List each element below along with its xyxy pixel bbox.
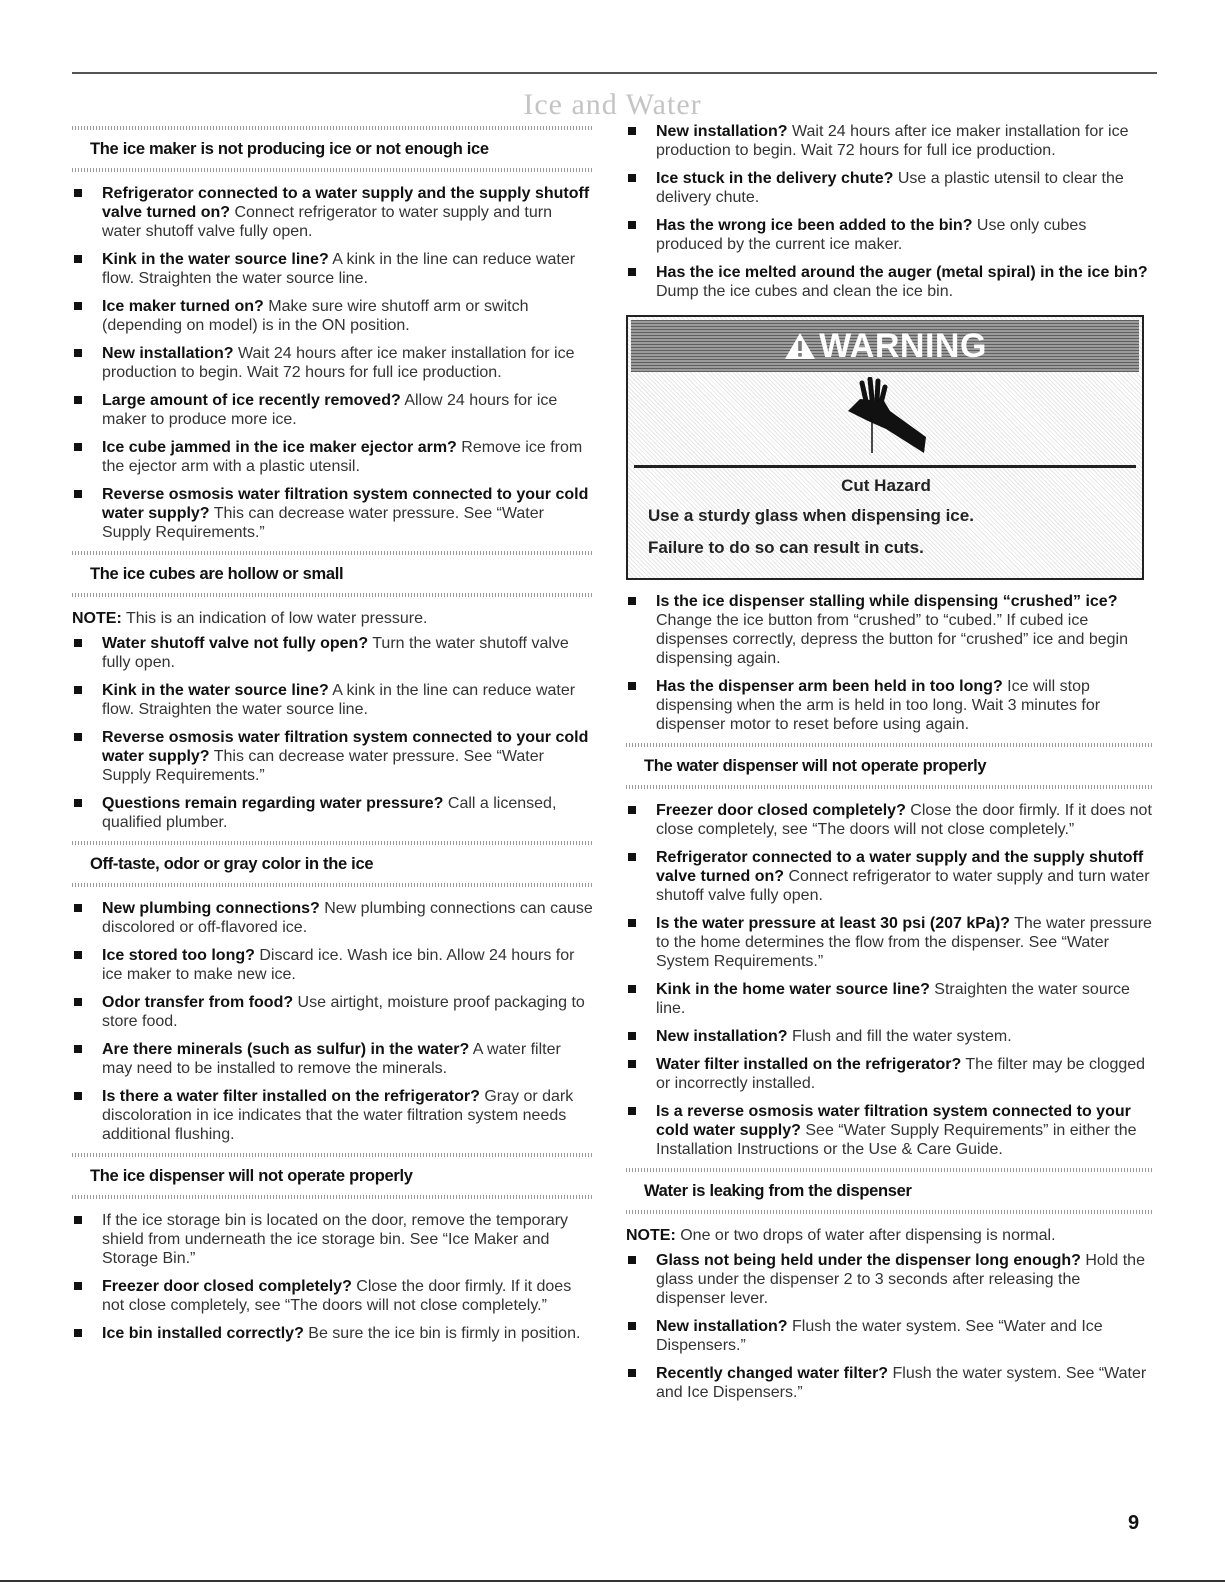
item-question: Freezer door closed completely? xyxy=(102,1278,352,1295)
list-item xyxy=(72,1277,594,1315)
list-item xyxy=(72,946,594,984)
item-question: Ice stuck in the delivery chute? xyxy=(656,170,894,187)
item-answer: Straighten the water source line. xyxy=(656,981,1130,1017)
item-answer: Dump the ice cubes and clean the ice bin. xyxy=(656,283,954,300)
item-question: Odor transfer from food? xyxy=(102,994,294,1011)
item-answer: A water filter may need to be installed to remove the minerals. xyxy=(102,1041,561,1077)
item-answer: Gray or dark discoloration in ice indicates that the water filtration system needs additional flushing. xyxy=(102,1088,574,1143)
item-answer: This can decrease water pressure. See “Water Supply Requirements.” xyxy=(102,505,544,541)
bullet-icon xyxy=(74,951,82,959)
section-heading-text: The ice maker is not producing ice or not enough ice xyxy=(90,140,489,158)
warning-box xyxy=(626,315,1144,580)
right-column xyxy=(626,122,1154,1411)
bullet-icon xyxy=(74,733,82,741)
section-heading-text: Off-taste, odor or gray color in the ice xyxy=(90,855,374,873)
item-answer: The water pressure to the home determines the flow from the dispenser. See “Water System Requirements.” xyxy=(656,915,1152,970)
list-item xyxy=(72,634,594,672)
section-heading xyxy=(72,126,594,172)
list-item xyxy=(626,914,1154,971)
bullet-icon xyxy=(74,998,82,1006)
list-item xyxy=(626,263,1154,301)
section-heading-text: The ice dispenser will not operate properly xyxy=(90,1167,413,1185)
item-answer: Turn the water shutoff valve fully open. xyxy=(102,635,569,671)
bullet-icon xyxy=(74,686,82,694)
item-answer: Close the door firmly. If it does not close completely, see “The doors will not close completely.” xyxy=(656,802,1152,838)
item-answer: Use only cubes produced by the current ice maker. xyxy=(656,217,1087,253)
list-item xyxy=(626,216,1154,254)
item-answer: Make sure wire shutoff arm or switch (depending on model) is in the ON position. xyxy=(102,298,529,334)
troubleshooting-list xyxy=(626,801,1154,1159)
item-question: Are there minerals (such as sulfur) in the water? xyxy=(102,1041,470,1058)
item-question: Ice cube jammed in the ice maker ejector arm? xyxy=(102,439,457,456)
note xyxy=(72,609,594,628)
bullet-icon xyxy=(628,268,636,276)
bullet-icon xyxy=(628,919,636,927)
bullet-icon xyxy=(628,985,636,993)
item-answer: Change the ice button from “crushed” to “cubed.” If cubed ice dispenses correctly, depress the button for “crushed” ice and begin dispensing again. xyxy=(656,612,1128,667)
list-item xyxy=(72,297,594,335)
list-item xyxy=(626,677,1154,734)
item-answer: New plumbing connections can cause discolored or off-flavored ice. xyxy=(102,900,593,936)
bullet-icon xyxy=(628,597,636,605)
note-text: This is an indication of low water pressure. xyxy=(121,610,428,627)
item-answer: Ice will stop dispensing when the arm is held in too long. Wait 3 minutes for dispenser motor to reset before using again. xyxy=(656,678,1101,733)
bullet-icon xyxy=(628,1369,636,1377)
section-heading-text: The ice cubes are hollow or small xyxy=(90,565,344,583)
bullet-icon xyxy=(628,1107,636,1115)
bullet-icon xyxy=(74,349,82,357)
troubleshooting-list xyxy=(626,592,1154,734)
list-item xyxy=(72,1324,594,1343)
item-question: Recently changed water filter? xyxy=(656,1365,889,1382)
item-question: Is the ice dispenser stalling while dispensing “crushed” ice? xyxy=(656,593,1118,610)
bullet-icon xyxy=(628,1032,636,1040)
bullet-icon xyxy=(628,127,636,135)
item-answer: Wait 24 hours after ice maker installation for ice production to begin. Wait 72 hours for full ice production. xyxy=(656,123,1129,159)
note-text: One or two drops of water after dispensing is normal. xyxy=(675,1227,1056,1244)
item-answer: This can decrease water pressure. See “Water Supply Requirements.” xyxy=(102,748,544,784)
list-item xyxy=(72,391,594,429)
item-question: New plumbing connections? xyxy=(102,900,320,917)
item-answer: Connect refrigerator to water supply and turn water shutoff valve fully open. xyxy=(102,204,552,240)
bullet-icon xyxy=(74,1216,82,1224)
bullet-icon xyxy=(628,1322,636,1330)
hazard-instruction: Use a sturdy glass when dispensing ice. xyxy=(648,506,974,525)
troubleshooting-list xyxy=(626,1251,1154,1402)
list-item xyxy=(626,801,1154,839)
list-item xyxy=(72,899,594,937)
troubleshooting-list xyxy=(626,122,1154,301)
note-label: NOTE: xyxy=(626,1227,676,1244)
list-item xyxy=(72,485,594,542)
section-heading-text: The water dispenser will not operate properly xyxy=(644,757,987,775)
item-answer: Connect refrigerator to water supply and turn water shutoff valve fully open. xyxy=(656,868,1150,904)
item-question: Has the ice melted around the auger (metal spiral) in the ice bin? xyxy=(656,264,1148,281)
list-item xyxy=(72,728,594,785)
item-answer: The filter may be clogged or incorrectly installed. xyxy=(656,1056,1146,1092)
item-answer: Close the door firmly. If it does not close completely, see “The doors will not close completely.” xyxy=(102,1278,572,1314)
item-answer: Remove ice from the ejector arm with a plastic utensil. xyxy=(102,439,583,475)
section-heading xyxy=(72,551,594,597)
list-item xyxy=(626,122,1154,160)
section-heading xyxy=(626,743,1154,789)
warning-banner xyxy=(631,320,1139,372)
item-question: Freezer door closed completely? xyxy=(656,802,906,819)
bullet-icon xyxy=(74,443,82,451)
list-item xyxy=(72,993,594,1031)
bullet-icon xyxy=(74,639,82,647)
list-item xyxy=(626,1251,1154,1308)
item-answer: Allow 24 hours for ice maker to produce more ice. xyxy=(102,392,558,428)
item-question: Refrigerator connected to a water supply and the supply shutoff valve turned on? xyxy=(102,185,590,221)
item-question: New installation? xyxy=(656,1028,788,1045)
item-question: Kink in the home water source line? xyxy=(656,981,930,998)
item-answer: See “Water Supply Requirements” in either the Installation Instructions or the Use & Care Guide. xyxy=(656,1122,1137,1158)
note-label: NOTE: xyxy=(72,610,122,627)
list-item xyxy=(72,184,594,241)
warning-triangle-icon xyxy=(783,331,817,361)
note xyxy=(626,1226,1154,1245)
item-question: Large amount of ice recently removed? xyxy=(102,392,401,409)
item-question: Is the water pressure at least 30 psi (207 kPa)? xyxy=(656,915,1010,932)
item-answer: Discard ice. Wash ice bin. Allow 24 hours for ice maker to make new ice. xyxy=(102,947,575,983)
item-question: Water shutoff valve not fully open? xyxy=(102,635,369,652)
hazard-consequence: Failure to do so can result in cuts. xyxy=(648,538,924,557)
item-answer: Flush and fill the water system. xyxy=(787,1028,1012,1045)
item-answer: Wait 24 hours after ice maker installation for ice production to begin. Wait 72 hours for full ice production. xyxy=(102,345,575,381)
item-question: Refrigerator connected to a water supply and the supply shutoff valve turned on? xyxy=(656,849,1144,885)
page-title: Ice and Water xyxy=(523,88,702,121)
item-question: Reverse osmosis water filtration system connected to your cold water supply? xyxy=(102,729,589,765)
section-heading xyxy=(626,1168,1154,1214)
list-item xyxy=(626,592,1154,668)
item-question: New installation? xyxy=(102,345,234,362)
left-column xyxy=(72,122,594,1352)
item-question: Ice maker turned on? xyxy=(102,298,264,315)
list-item xyxy=(72,344,594,382)
list-item xyxy=(626,1055,1154,1093)
item-question: Reverse osmosis water filtration system connected to your cold water supply? xyxy=(102,486,589,522)
bullet-icon xyxy=(628,1256,636,1264)
item-question: Glass not being held under the dispenser long enough? xyxy=(656,1252,1081,1269)
hazard-title: Cut Hazard xyxy=(841,476,931,495)
item-question: Has the wrong ice been added to the bin? xyxy=(656,217,973,234)
item-answer: Call a licensed, qualified plumber. xyxy=(102,795,557,831)
cut-hand-icon xyxy=(840,377,930,463)
item-question: New installation? xyxy=(656,1318,788,1335)
bullet-icon xyxy=(74,396,82,404)
troubleshooting-list xyxy=(72,1211,594,1343)
warning-label-text: WARNING xyxy=(819,326,987,365)
item-answer: A kink in the line can reduce water flow. Straighten the water source line. xyxy=(102,682,576,718)
item-answer: Use airtight, moisture proof packaging to store food. xyxy=(102,994,585,1030)
troubleshooting-list xyxy=(72,184,594,542)
bullet-icon xyxy=(74,1329,82,1337)
section-heading xyxy=(72,1153,594,1199)
item-answer: Use a plastic utensil to clear the delivery chute. xyxy=(656,170,1124,206)
top-rule xyxy=(72,72,1157,74)
list-item xyxy=(72,1087,594,1144)
warning-label xyxy=(783,327,987,366)
item-answer: A kink in the line can reduce water flow. Straighten the water source line. xyxy=(102,251,576,287)
list-item xyxy=(72,438,594,476)
list-item xyxy=(626,848,1154,905)
troubleshooting-list xyxy=(72,899,594,1144)
warning-pictogram xyxy=(628,375,1142,465)
list-item xyxy=(626,1102,1154,1159)
warning-body xyxy=(628,468,1142,578)
bottom-rule xyxy=(0,1580,1225,1582)
list-item xyxy=(626,1027,1154,1046)
list-item xyxy=(72,250,594,288)
bullet-icon xyxy=(74,904,82,912)
section-heading-text: Water is leaking from the dispenser xyxy=(644,1182,912,1200)
bullet-icon xyxy=(74,1045,82,1053)
list-item xyxy=(626,980,1154,1018)
list-item xyxy=(72,681,594,719)
bullet-icon xyxy=(74,490,82,498)
list-item xyxy=(626,1364,1154,1402)
bullet-icon xyxy=(74,799,82,807)
item-answer: Flush the water system. See “Water and Ice Dispensers.” xyxy=(656,1318,1103,1354)
list-item xyxy=(72,1211,594,1268)
item-question: Ice bin installed correctly? xyxy=(102,1325,304,1342)
bullet-icon xyxy=(628,682,636,690)
bullet-icon xyxy=(628,806,636,814)
bullet-icon xyxy=(74,255,82,263)
item-answer: Be sure the ice bin is firmly in position. xyxy=(303,1325,581,1342)
bullet-icon xyxy=(628,221,636,229)
item-question: Kink in the water source line? xyxy=(102,682,329,699)
bullet-icon xyxy=(74,189,82,197)
list-item xyxy=(626,169,1154,207)
item-question: Is there a water filter installed on the refrigerator? xyxy=(102,1088,480,1105)
page-number: 9 xyxy=(1128,1512,1140,1534)
item-answer: Flush the water system. See “Water and Ice Dispensers.” xyxy=(656,1365,1147,1401)
item-question: Ice stored too long? xyxy=(102,947,255,964)
troubleshooting-list xyxy=(72,634,594,832)
item-question: Has the dispenser arm been held in too long? xyxy=(656,678,1003,695)
bullet-icon xyxy=(74,1282,82,1290)
item-answer: Hold the glass under the dispenser 2 to 3 seconds after releasing the dispenser lever. xyxy=(656,1252,1145,1307)
item-question: New installation? xyxy=(656,123,788,140)
item-question: Water filter installed on the refrigerator? xyxy=(656,1056,962,1073)
section-heading xyxy=(72,841,594,887)
item-answer: If the ice storage bin is located on the door, remove the temporary shield from underneath the ice storage bin. See “Ice Maker and Storage Bin.” xyxy=(102,1212,569,1267)
bullet-icon xyxy=(628,174,636,182)
list-item xyxy=(72,794,594,832)
item-question: Questions remain regarding water pressure? xyxy=(102,795,444,812)
list-item xyxy=(626,1317,1154,1355)
bullet-icon xyxy=(74,1092,82,1100)
bullet-icon xyxy=(628,1060,636,1068)
item-question: Kink in the water source line? xyxy=(102,251,329,268)
bullet-icon xyxy=(74,302,82,310)
bullet-icon xyxy=(628,853,636,861)
list-item xyxy=(72,1040,594,1078)
item-question: Is a reverse osmosis water filtration system connected to your cold water supply? xyxy=(656,1103,1131,1139)
